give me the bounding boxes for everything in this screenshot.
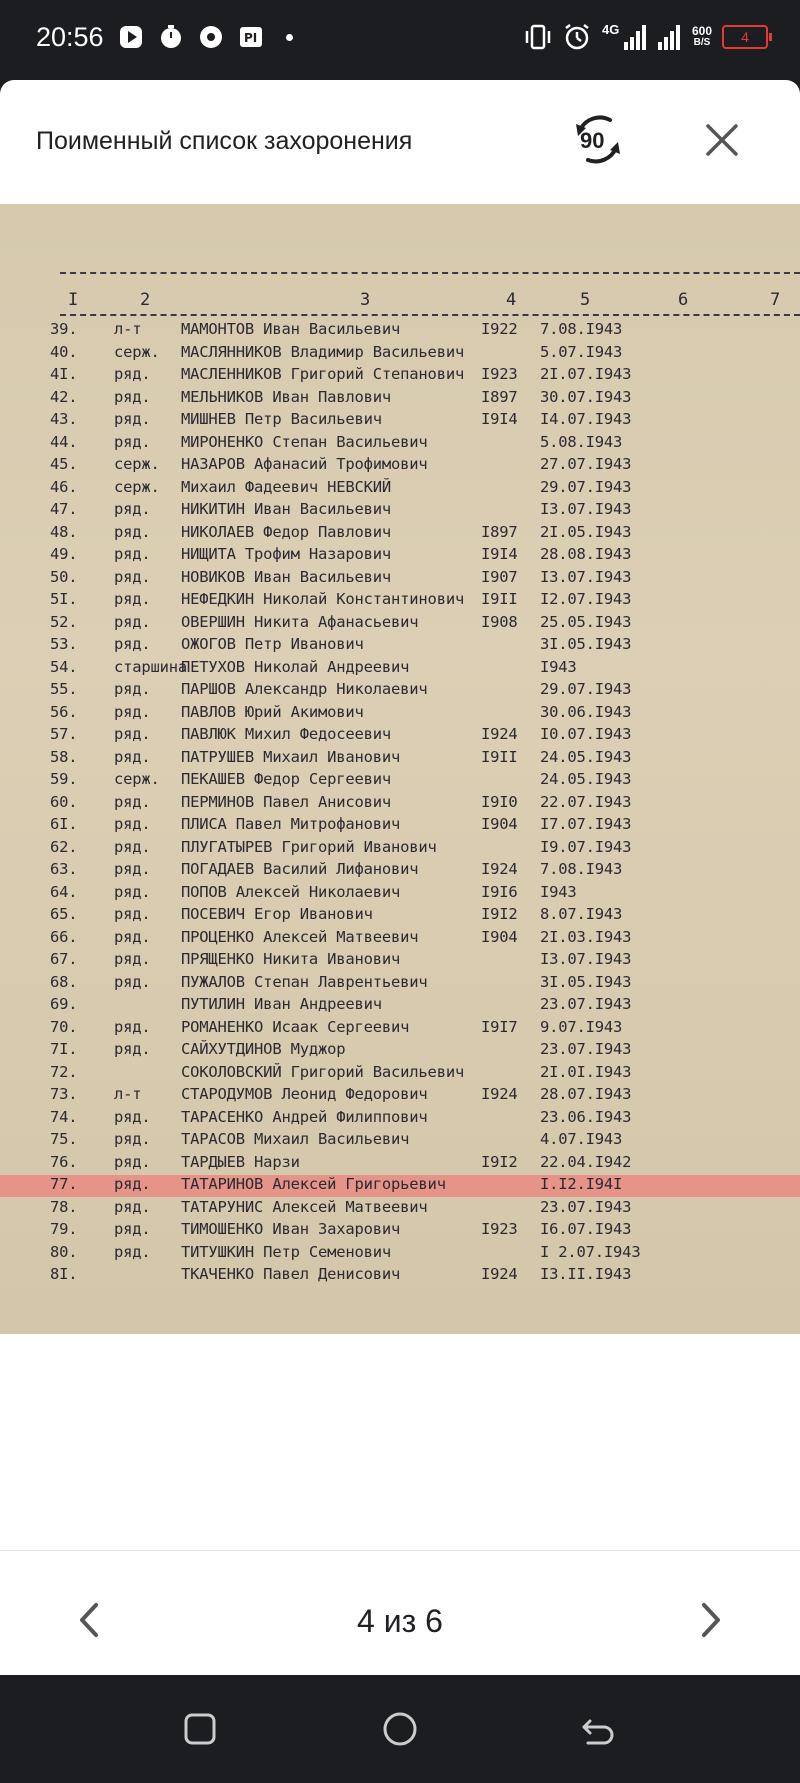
- row-number: 45.: [50, 455, 78, 473]
- network-speed: [692, 25, 712, 49]
- chevron-right-icon: [688, 1595, 732, 1645]
- column-header: 5: [580, 290, 591, 310]
- document-image[interactable]: [0, 204, 800, 1334]
- table-row: [0, 523, 800, 545]
- column-header: 7: [770, 290, 781, 310]
- row-name: РОМАНЕНКО Исаак Сергеевич: [181, 1017, 410, 1036]
- row-birth-year: I9I4: [481, 410, 518, 428]
- row-name: ТАРАСОВ Михаил Васильевич: [181, 1130, 410, 1148]
- row-name: ПОПОВ Алексей Николаевич: [181, 882, 401, 901]
- row-number: 48.: [50, 522, 78, 541]
- vibrate-icon: [524, 22, 552, 52]
- table-row: [0, 613, 800, 635]
- row-death-date: I.I2.I94I: [540, 1175, 623, 1193]
- back-button[interactable]: [578, 1709, 618, 1749]
- row-number: 7I.: [50, 1040, 78, 1058]
- row-death-date: 27.07.I943: [540, 455, 632, 473]
- table-row: [0, 1220, 800, 1242]
- table-row: [0, 365, 800, 387]
- row-number: 55.: [50, 680, 78, 698]
- row-death-date: 22.07.I943: [540, 792, 632, 811]
- row-number: 6I.: [50, 815, 78, 833]
- table-row: [0, 1108, 800, 1130]
- row-name: ПАВЛОВ Юрий Акимович: [181, 702, 364, 721]
- row-name: СТАРОДУМОВ Леонид Федорович: [181, 1085, 428, 1103]
- burial-list: [0, 204, 800, 1334]
- table-row: [0, 1040, 800, 1062]
- row-number: 5I.: [50, 590, 78, 608]
- row-death-date: 3I.05.I943: [540, 972, 632, 991]
- row-rank: ряд.: [114, 1040, 151, 1058]
- row-death-date: 5.08.I943: [540, 432, 623, 451]
- row-death-date: I3.07.I943: [540, 500, 632, 518]
- row-rank: старшина: [114, 657, 188, 676]
- row-rank: ряд.: [114, 702, 151, 721]
- row-name: ПЕРМИНОВ Павел Анисович: [181, 792, 392, 811]
- row-number: 49.: [50, 545, 78, 563]
- row-number: 52.: [50, 612, 78, 631]
- row-death-date: 30.07.I943: [540, 387, 632, 406]
- row-rank: ряд.: [114, 905, 151, 923]
- row-name: СОКОЛОВСКИЙ Григорий Васильевич: [181, 1062, 465, 1081]
- close-icon: [700, 118, 744, 162]
- row-rank: серж.: [114, 770, 160, 788]
- table-row: [0, 1265, 800, 1287]
- row-rank: ряд.: [114, 837, 151, 856]
- table-row: [0, 973, 800, 995]
- rotate-icon: [566, 110, 630, 170]
- row-number: 67.: [50, 950, 78, 968]
- row-birth-year: I923: [481, 365, 518, 383]
- row-name: ПОСЕВИЧ Егор Иванович: [181, 905, 373, 923]
- row-death-date: 2I.07.I943: [540, 365, 632, 383]
- status-notification-icons: [118, 24, 293, 50]
- row-death-date: I943: [540, 882, 577, 901]
- column-header: 4: [506, 290, 517, 310]
- row-name: ПОГАДАЕВ Василий Лифанович: [181, 860, 419, 878]
- table-row: [0, 590, 800, 612]
- row-birth-year: I904: [481, 815, 518, 833]
- table-row: [0, 860, 800, 882]
- row-rank: ряд.: [114, 500, 151, 518]
- row-number: 8I.: [50, 1265, 78, 1283]
- row-number: 72.: [50, 1062, 78, 1081]
- row-death-date: 9.07.I943: [540, 1017, 623, 1036]
- table-row: [0, 928, 800, 950]
- row-birth-year: I924: [481, 1265, 518, 1283]
- recent-apps-icon: [180, 1709, 220, 1749]
- row-number: 47.: [50, 500, 78, 518]
- row-death-date: I4.07.I943: [540, 410, 632, 428]
- table-row: [0, 320, 800, 342]
- row-rank: ряд.: [114, 815, 151, 833]
- row-death-date: I3.07.I943: [540, 567, 632, 586]
- table-row: [0, 1063, 800, 1085]
- row-death-date: 28.07.I943: [540, 1085, 632, 1103]
- row-name: ТАТАРИНОВ Алексей Григорьевич: [181, 1175, 446, 1193]
- row-number: 68.: [50, 972, 78, 991]
- row-name: НЕФЕДКИН Николай Константинович: [181, 590, 465, 608]
- row-birth-year: I924: [481, 725, 518, 743]
- row-death-date: 7.08.I943: [540, 320, 623, 338]
- table-row: [0, 950, 800, 972]
- row-death-date: 30.06.I943: [540, 702, 632, 721]
- row-name: ТАТАРУНИС Алексей Матвеевич: [181, 1197, 428, 1216]
- row-death-date: 23.07.I943: [540, 1040, 632, 1058]
- table-row: [0, 568, 800, 590]
- row-name: ПУЖАЛОВ Степан Лаврентьевич: [181, 972, 428, 991]
- row-rank: ряд.: [114, 882, 151, 901]
- row-number: 73.: [50, 1085, 78, 1103]
- table-row: [0, 905, 800, 927]
- row-name: ТАРДЫЕВ Нарзи: [181, 1152, 300, 1171]
- row-birth-year: I9I7: [481, 1017, 518, 1036]
- row-number: 54.: [50, 657, 78, 676]
- row-birth-year: I908: [481, 612, 518, 631]
- table-row: [0, 1198, 800, 1220]
- row-death-date: 29.07.I943: [540, 680, 632, 698]
- pager-bar: [0, 1550, 800, 1675]
- row-birth-year: I923: [481, 1220, 518, 1238]
- table-row-highlighted: [0, 1175, 800, 1197]
- viewer-card: [0, 80, 800, 1675]
- home-icon: [380, 1709, 420, 1749]
- next-page-button[interactable]: [688, 1595, 732, 1645]
- back-icon: [578, 1709, 618, 1749]
- row-death-date: 24.05.I943: [540, 747, 632, 766]
- row-number: 78.: [50, 1197, 78, 1216]
- row-birth-year: I904: [481, 927, 518, 946]
- table-row: [0, 883, 800, 905]
- row-number: 58.: [50, 747, 78, 766]
- row-death-date: I943: [540, 657, 577, 676]
- row-name: НИКОЛАЕВ Федор Павлович: [181, 522, 392, 541]
- row-name: МАСЛЯННИКОВ Владимир Васильевич: [181, 342, 465, 361]
- row-death-date: 22.04.I942: [540, 1152, 632, 1171]
- row-birth-year: I9I0: [481, 792, 518, 811]
- row-rank: ряд.: [114, 860, 151, 878]
- timer-icon: [158, 24, 184, 50]
- table-row: [0, 680, 800, 702]
- table-row: [0, 1153, 800, 1175]
- row-rank: ряд.: [114, 747, 151, 766]
- row-rank: ряд.: [114, 725, 151, 743]
- row-rank: л-т: [114, 320, 142, 338]
- row-rank: л-т: [114, 1085, 142, 1103]
- network-speed-unit: B/S: [693, 37, 711, 48]
- row-rank: ряд.: [114, 545, 151, 563]
- row-number: 40.: [50, 342, 78, 361]
- row-rank: ряд.: [114, 1152, 151, 1171]
- row-rank: ряд.: [114, 1130, 151, 1148]
- table-row: [0, 410, 800, 432]
- row-birth-year: I897: [481, 387, 518, 406]
- row-number: 65.: [50, 905, 78, 923]
- table-row: [0, 343, 800, 365]
- row-death-date: 2I.03.I943: [540, 927, 632, 946]
- row-name: НИЩИТА Трофим Назарович: [181, 545, 392, 563]
- row-rank: серж.: [114, 455, 160, 473]
- column-header: 2: [140, 290, 151, 310]
- row-rank: ряд.: [114, 680, 151, 698]
- row-rank: ряд.: [114, 1017, 151, 1036]
- network-speed-value: 600: [691, 24, 712, 38]
- row-name: ПЕТУХОВ Николай Андреевич: [181, 657, 410, 676]
- row-name: МАМОНТОВ Иван Васильевич: [181, 320, 401, 338]
- network-type-label: 4G: [601, 22, 620, 37]
- table-row: [0, 838, 800, 860]
- row-death-date: 25.05.I943: [540, 612, 632, 631]
- viewer-header: [0, 80, 800, 204]
- page-title: Поименный список захоронения: [36, 127, 413, 155]
- row-rank: ряд.: [114, 567, 151, 586]
- row-death-date: 29.07.I943: [540, 477, 632, 496]
- status-system-icons: [524, 22, 768, 52]
- table-row: [0, 703, 800, 725]
- column-header: 3: [360, 290, 371, 310]
- rotate-label: 90: [580, 128, 605, 153]
- row-name: НОВИКОВ Иван Васильевич: [181, 567, 392, 586]
- row-birth-year: I9I6: [481, 882, 518, 901]
- row-number: 79.: [50, 1220, 78, 1238]
- row-number: 43.: [50, 410, 78, 428]
- row-name: ОЖОГОВ Петр Иванович: [181, 635, 364, 653]
- row-birth-year: I9II: [481, 747, 518, 766]
- table-row: [0, 815, 800, 837]
- row-number: 80.: [50, 1242, 78, 1261]
- row-name: ПРЯЩЕНКО Никита Иванович: [181, 950, 401, 968]
- row-death-date: I9.07.I943: [540, 837, 632, 856]
- row-rank: ряд.: [114, 590, 151, 608]
- row-name: МИШНЕВ Петр Васильевич: [181, 410, 382, 428]
- row-number: 77.: [50, 1175, 78, 1193]
- row-name: МИРОНЕНКО Степан Васильевич: [181, 432, 428, 451]
- table-row: [0, 995, 800, 1017]
- row-death-date: 2I.05.I943: [540, 522, 632, 541]
- table-row: [0, 1018, 800, 1040]
- row-name: ПРОЦЕНКО Алексей Матвеевич: [181, 927, 419, 946]
- row-number: 50.: [50, 567, 78, 586]
- column-header: 6: [678, 290, 689, 310]
- row-birth-year: I897: [481, 522, 518, 541]
- row-death-date: 24.05.I943: [540, 770, 632, 788]
- row-death-date: 23.07.I943: [540, 995, 632, 1013]
- row-rank: ряд.: [114, 612, 151, 631]
- row-number: 62.: [50, 837, 78, 856]
- row-name: Михаил Фадеевич НЕВСКИЙ: [181, 477, 392, 496]
- row-number: 66.: [50, 927, 78, 946]
- row-rank: ряд.: [114, 635, 151, 653]
- row-name: ПАВЛЮК Михил Федосеевич: [181, 725, 392, 743]
- row-number: 44.: [50, 432, 78, 451]
- home-button[interactable]: [380, 1709, 420, 1749]
- dot-icon: [286, 34, 293, 41]
- row-death-date: 3I.05.I943: [540, 635, 632, 653]
- status-time: 20:56: [36, 22, 104, 52]
- table-row: [0, 388, 800, 410]
- row-number: 46.: [50, 477, 78, 496]
- row-rank: ряд.: [114, 927, 151, 946]
- row-number: 69.: [50, 995, 78, 1013]
- row-rank: ряд.: [114, 365, 151, 383]
- row-number: 59.: [50, 770, 78, 788]
- row-number: 60.: [50, 792, 78, 811]
- row-name: НИКИТИН Иван Васильевич: [181, 500, 392, 518]
- table-row: [0, 545, 800, 567]
- row-rank: ряд.: [114, 1242, 151, 1261]
- row-name: ТИМОШЕНКО Иван Захарович: [181, 1220, 401, 1238]
- row-rank: ряд.: [114, 972, 151, 991]
- table-row: [0, 1085, 800, 1107]
- row-number: 70.: [50, 1017, 78, 1036]
- app-icon: [238, 24, 264, 50]
- row-death-date: 23.06.I943: [540, 1107, 632, 1126]
- table-row: [0, 1243, 800, 1265]
- table-row: [0, 793, 800, 815]
- row-death-date: I6.07.I943: [540, 1220, 632, 1238]
- signal-icon-2: [656, 22, 682, 52]
- row-name: ТКАЧЕНКО Павел Денисович: [181, 1265, 401, 1283]
- system-nav-bar: [0, 1675, 800, 1783]
- row-number: 75.: [50, 1130, 78, 1148]
- signal-icon: [602, 22, 646, 52]
- row-name: ПЕКАШЕВ Федор Сергеевич: [181, 770, 392, 788]
- battery-indicator: 4: [722, 25, 768, 49]
- play-icon: [118, 24, 144, 50]
- row-death-date: 7.08.I943: [540, 860, 623, 878]
- table-row: [0, 433, 800, 455]
- row-death-date: 28.08.I943: [540, 545, 632, 563]
- svg-text:PI: PI: [244, 31, 258, 45]
- row-name: ПУТИЛИН Иван Андреевич: [181, 995, 382, 1013]
- rotate-button[interactable]: [566, 110, 630, 170]
- chrome-icon: [198, 24, 224, 50]
- row-number: 64.: [50, 882, 78, 901]
- table-row: [0, 748, 800, 770]
- row-birth-year: I9I2: [481, 1152, 518, 1171]
- row-name: ПАТРУШЕВ Михаил Иванович: [181, 747, 401, 766]
- row-birth-year: I9I2: [481, 905, 518, 923]
- row-death-date: I7.07.I943: [540, 815, 632, 833]
- row-death-date: I3.II.I943: [540, 1265, 632, 1283]
- row-number: 53.: [50, 635, 78, 653]
- row-rank: ряд.: [114, 522, 151, 541]
- row-death-date: I0.07.I943: [540, 725, 632, 743]
- table-row: [0, 725, 800, 747]
- row-birth-year: I924: [481, 860, 518, 878]
- row-number: 56.: [50, 702, 78, 721]
- row-rank: ряд.: [114, 1175, 151, 1193]
- status-bar: [0, 0, 800, 80]
- table-row: [0, 770, 800, 792]
- page-indicator: 4 из 6: [357, 1603, 443, 1639]
- table-row: [0, 635, 800, 657]
- column-header: I: [68, 290, 79, 310]
- row-birth-year: I907: [481, 567, 518, 586]
- row-rank: ряд.: [114, 432, 151, 451]
- table-row: [0, 658, 800, 680]
- row-death-date: 23.07.I943: [540, 1197, 632, 1216]
- row-name: НАЗАРОВ Афанасий Трофимович: [181, 455, 428, 473]
- row-name: ТИТУШКИН Петр Семенович: [181, 1242, 392, 1261]
- row-death-date: I 2.07.I943: [540, 1242, 641, 1261]
- row-death-date: 2I.0I.I943: [540, 1062, 632, 1081]
- row-birth-year: I9II: [481, 590, 518, 608]
- row-number: 57.: [50, 725, 78, 743]
- row-rank: серж.: [114, 342, 160, 361]
- row-death-date: 4.07.I943: [540, 1130, 623, 1148]
- row-name: ПАРШОВ Александр Николаевич: [181, 680, 428, 698]
- column-headers: [58, 290, 800, 314]
- row-rank: ряд.: [114, 1197, 151, 1216]
- row-death-date: I2.07.I943: [540, 590, 632, 608]
- row-name: ОВЕРШИН Никита Афанасьевич: [181, 612, 419, 631]
- row-birth-year: I922: [481, 320, 518, 338]
- row-name: ПЛИСА Павел Митрофанович: [181, 815, 401, 833]
- row-number: 39.: [50, 320, 78, 338]
- recent-apps-button[interactable]: [180, 1709, 220, 1749]
- alarm-icon: [562, 22, 592, 52]
- row-name: САЙХУТДИНОВ Муджор: [181, 1040, 346, 1058]
- row-rank: ряд.: [114, 1220, 151, 1238]
- row-name: ПЛУГАТЫРЕВ Григорий Иванович: [181, 837, 437, 856]
- row-number: 42.: [50, 387, 78, 406]
- table-row: [0, 1130, 800, 1152]
- row-name: ТАРАСЕНКО Андрей Филиппович: [181, 1107, 428, 1126]
- row-birth-year: I9I4: [481, 545, 518, 563]
- row-name: МЕЛЬНИКОВ Иван Павлович: [181, 387, 392, 406]
- row-number: 63.: [50, 860, 78, 878]
- row-rank: ряд.: [114, 792, 151, 811]
- row-death-date: I3.07.I943: [540, 950, 632, 968]
- row-death-date: 8.07.I943: [540, 905, 623, 923]
- row-name: МАСЛЕННИКОВ Григорий Степанович: [181, 365, 465, 383]
- row-number: 4I.: [50, 365, 78, 383]
- table-row: [0, 500, 800, 522]
- close-button[interactable]: [700, 118, 744, 162]
- row-birth-year: I924: [481, 1085, 518, 1103]
- row-rank: ряд.: [114, 950, 151, 968]
- table-row: [0, 478, 800, 500]
- header-divider-top: [60, 272, 800, 274]
- row-rank: ряд.: [114, 410, 151, 428]
- header-divider-bottom: [60, 314, 800, 316]
- row-number: 74.: [50, 1107, 78, 1126]
- row-rank: ряд.: [114, 1107, 151, 1126]
- row-rank: ряд.: [114, 387, 151, 406]
- table-row: [0, 455, 800, 477]
- row-rank: серж.: [114, 477, 160, 496]
- row-death-date: 5.07.I943: [540, 342, 623, 361]
- row-number: 76.: [50, 1152, 78, 1171]
